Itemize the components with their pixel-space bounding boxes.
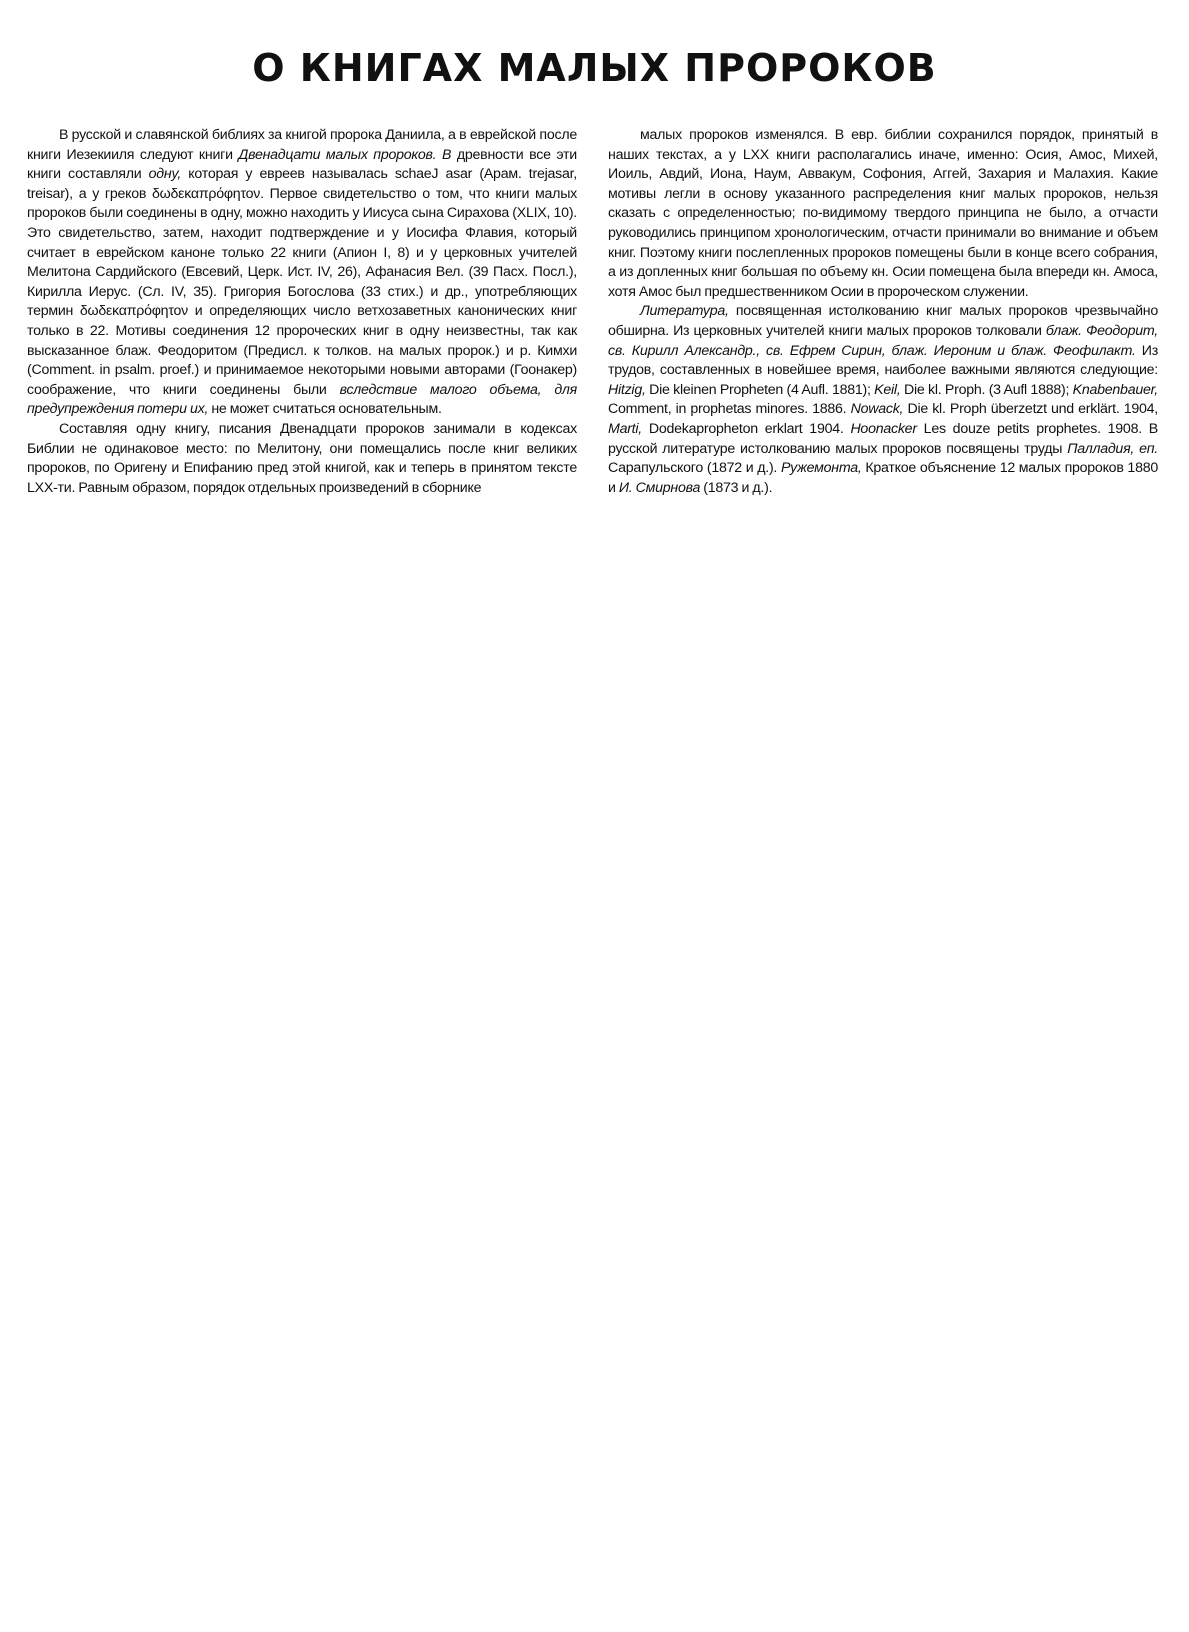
text-run-italic: блаж. Феодорит, св. Кирилл Александр., св. Ефрем Сирин, блаж. Иероним и блаж. Феофилакт. [608,322,1158,359]
text-run: не может считаться основательным. [208,401,442,418]
text-run: Die kl. Proph überzetzt und erklärt. 1904, [903,401,1158,418]
text-run: Die kleinen Propheten (4 Aufl. 1881); [645,381,875,398]
text-run: Краткое объяснение 12 малых пророков 1880 и [608,460,1158,496]
text-run: Die kl. Proph. (3 Aufl 1888); [900,381,1073,398]
text-run-italic: одну, [148,166,182,183]
text-run-italic: В [442,146,452,163]
paragraph-literature [608,302,1158,498]
text-run: Dodekapropheton erklart 1904. [641,420,851,437]
author-name: Ружемонта, [780,460,862,477]
text-run: Les douze petits prophetes. 1908. В русской литературе истолкованию малых пророков посвящены труды [608,420,1158,457]
text-run: Comment, in prophetas minores. 1886. [608,401,851,418]
right-column [608,126,1158,498]
text-columns [27,126,1162,596]
text-run-italic: вследствие малого объема, для предупреждения потери их, [27,381,577,418]
text-run-italic: Литература, [640,303,729,320]
author-name: Keil, [874,381,901,398]
paragraph-codex-order: Составляя одну книгу, писания Двенадцати пророков занимали в кодексах Библии не одинаковое место: по Мелитону, они помещались после книг великих пророков, по Оригену и Епифанию пред этой книгой, как и теперь в принятом тексте LXX-ти. Равным образом, порядок отдельных произведений в сборнике [27,420,577,496]
paragraph-order-continued: малых пророков изменялся. В евр. библии сохранился порядок, принятый в наших текстах, а у LXX книги располагались иначе, именно: Осия, Амос, Михей, Иоиль, Авдий, Иона, Наум, Аввакум, Софония, Аггей, Захария и Малахия. Какие мотивы легли в основу указанного распределения книг малых пророков, нельзя сказать с определенностью; по-видимому твердого принципа не было, а отчасти руководились принципом хронологическим, отчасти принимали во внимание и объем книг. Поэтому книги послепленных пророков помещены были в конце всего собрания, а из допленных книг большая по объему кн. Осии помещена была впереди кн. Амоса, хотя Амос был предшественником Осии в пророческом служении. [608,127,1158,300]
left-column [27,126,577,498]
author-name: Палладия, еп. [1067,440,1158,457]
text-run-italic: Двенадцати малых пророков. [238,146,437,163]
author-name: Nowack, [850,401,904,418]
author-name: Marti, [608,420,642,437]
author-name: Hoonacker [850,420,917,437]
author-name: Hitzig, [608,381,646,398]
text-run: (1873 и д.). [700,479,773,496]
page-title: О КНИГАХ МАЛЫХ ПРОРОКОВ [252,46,937,91]
text-run: Сарапульского (1872 и д.). [608,460,781,477]
text-run: древности все эти книги составляли [27,146,577,183]
text-run: которая у евреев называлась schaeJ asar (Арам. trejasar, treisar), а у греков δωδεκαπρόφητον. Первое свидетельство о том, что книги малых пророков были соединены в одну, можно находить у Иисуса сына Сирахова (XLIX, 10). Это свидетельство, затем, находит подтверждение и у Иосифа Флавия, который считает в еврейском каноне только 22 книги (Апион I, 8) и у церковных учителей Мелитона Сардийского (Евсевий, Церк. Ист. IV, 26), Афанасия Вел. (39 Пасх. Посл.), Кирилла Иерус. (Сл. IV, 35). Григория Богослова (33 стих.) и др., употребляющих термин δωδεκαπρόφητον и определяющих число ветхозаветных канонических книг только в 22. Мотивы соединения 12 пророческих книг в одну неизвестны, так как высказанное блаж. Феодоритом (Предисл. к толков. на малых пророк.) и р. Кимхи (Comment. in psalm. proef.) и принимаемое некоторыми новыми авторами (Гоонакер) соображение, что книги соединены были [27,166,577,398]
paragraph-intro [27,126,577,420]
author-name: Knabenbauer, [1072,381,1159,398]
author-name: И. Смирнова [618,479,701,496]
text-run: посвященная истолкованию книг малых пророков чрезвычайно обширна. Из церковных учителей книги малых пророков толковали [608,303,1158,339]
text-run: Из трудов, составленных в новейшее время, наиболее важными являются следующие: [608,342,1158,379]
text-run: В русской и славянской библиях за книгой пророка Даниила, а в еврейской после книги Иезекииля следуют книги [27,127,577,163]
